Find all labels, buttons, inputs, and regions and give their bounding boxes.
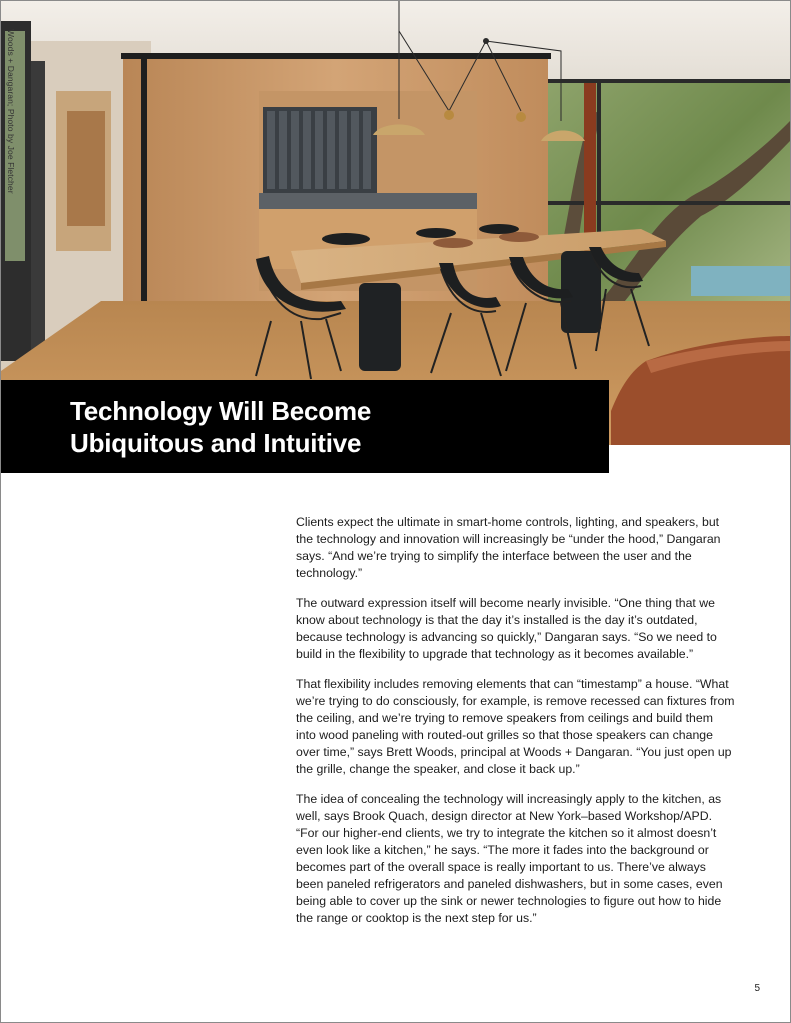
article-title-line-2: Ubiquitous and Intuitive	[70, 428, 362, 458]
article-body	[296, 514, 736, 940]
paragraph: That flexibility includes removing elements that can “timestamp” a house. “What we’re trying to do consciously, for example, is remove recessed can fixtures from the ceiling, and we’re trying to remove speakers from ceilings and build them into wood paneling with routed-out grilles so that those speakers can change over time,” says Brett Woods, principal at Woods + Dangaran. “You just open up the grille, change the speaker, and close it back up.”	[296, 677, 735, 776]
paragraph: The idea of concealing the technology will increasingly apply to the kitchen, as well, says Brook Quach, design director at New York–based Workshop/APD. “For our higher-end clients, we try to integrate the kitchen so it almost doesn’t even look like a kitchen,” he says. “The more it fades into the background or becomes part of the overall space is really important to us. There’ve always been paneled refrigerators and paneled dishwashers, but in some cases, even being able to cover up the sink or newer technologies to figure out how to hide the range or cooktop is the next step for us.”	[296, 792, 723, 925]
article-title-line-1: Technology Will Become	[70, 396, 372, 426]
page-number: 5	[754, 983, 760, 994]
paragraph: Clients expect the ultimate in smart-home controls, lighting, and speakers, but the technology and innovation will increasingly be “under the hood,” Dangaran says. “And we’re trying to simplify the interface between the user and the technology.”	[296, 515, 721, 580]
photo-credit: Woods + Dangaran; Photo by Joe Fletcher	[6, 29, 16, 194]
paragraph: The outward expression itself will become nearly invisible. “One thing that we know about technology is that the day it’s installed is the day it’s outdated, because technology is advancing so quickly,” Dangaran says. “So we need to build in the flexibility to upgrade that technology as it becomes available.”	[296, 596, 717, 661]
article-title	[70, 395, 590, 459]
dining-room-photo	[1, 1, 790, 445]
title-band	[1, 380, 609, 473]
